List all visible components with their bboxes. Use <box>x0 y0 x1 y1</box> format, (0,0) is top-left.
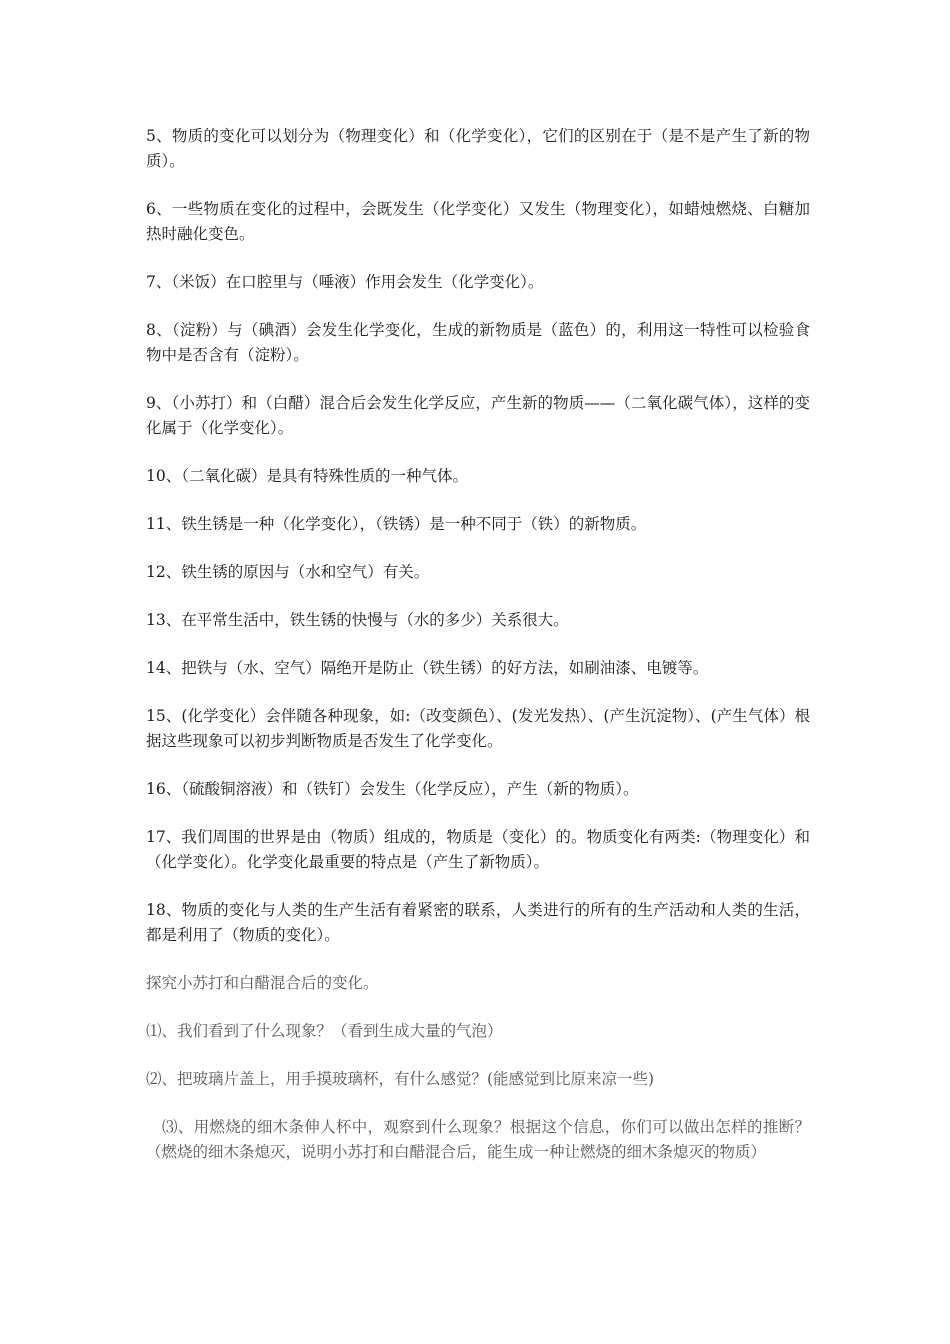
document-page <box>146 124 810 1188</box>
item-12: 12、铁生锈的原因与（水和空气）有关。 <box>146 563 430 581</box>
experiment-title: 探究小苏打和白醋混合后的变化。 <box>146 974 379 992</box>
item-11: 11、铁生锈是一种（化学变化），（铁锈）是一种不同于（铁）的新物质。 <box>146 515 647 533</box>
item-8: 8、（淀粉）与（碘酒）会发生化学变化，生成的新物质是（蓝色）的，利用这一特性可以检验食物中是否含有（淀粉）。 <box>146 321 810 364</box>
item-9: 9、（小苏打）和（白醋）混合后会发生化学反应，产生新的物质——（二氧化碳气体），这样的变化属于（化学变化）。 <box>146 394 810 437</box>
item-7: 7、（米饭）在口腔里与（唾液）作用会发生（化学变化）。 <box>146 273 544 291</box>
item-10: 10、（二氧化碳）是具有特殊性质的一种气体。 <box>146 467 468 485</box>
item-5: 5、物质的变化可以划分为（物理变化）和（化学变化），它们的区别在于（是不是产生了新的物质）。 <box>146 127 810 170</box>
item-6: 6、一些物质在变化的过程中，会既发生（化学变化）又发生（物理变化），如蜡烛燃烧、白糖加热时融化变色。 <box>146 200 810 243</box>
item-15: 15、(化学变化）会伴随各种现象，如:（改变颜色）、(发光发热）、(产生沉淀物）、(产生气体）根据这些现象可以初步判断物质是否发生了化学变化。 <box>146 707 810 750</box>
experiment-question-2: ⑵、把玻璃片盖上，用手摸玻璃杯，有什么感觉？(能感觉到比原来凉一些) <box>146 1070 655 1088</box>
item-18: 18、物质的变化与人类的生产生活有着紧密的联系，人类进行的所有的生产活动和人类的生活，都是利用了（物质的变化）。 <box>146 901 810 944</box>
item-17: 17、我们周围的世界是由（物质）组成的，物质是（变化）的。物质变化有两类:（物理变化）和（化学变化）。化学变化最重要的特点是（产生了新物质）。 <box>146 828 810 871</box>
item-14: 14、把铁与（水、空气）隔绝开是防止（铁生锈）的好方法，如刷油漆、电镀等。 <box>146 659 709 677</box>
item-16: 16、（硫酸铜溶液）和（铁钉）会发生（化学反应），产生（新的物质）。 <box>146 780 639 798</box>
experiment-question-3: ⑶、用燃烧的细木条伸人杯中，观察到什么现象？根据这个信息，你们可以做出怎样的推断？（燃烧的细木条熄灭，说明小苏打和白醋混合后，能生成一种让燃烧的细木条熄灭的物质） <box>146 1118 810 1161</box>
experiment-question-1: ⑴、我们看到了什么现象？（看到生成大量的气泡） <box>146 1022 503 1040</box>
item-13: 13、在平常生活中，铁生锈的快慢与（水的多少）关系很大。 <box>146 611 569 629</box>
